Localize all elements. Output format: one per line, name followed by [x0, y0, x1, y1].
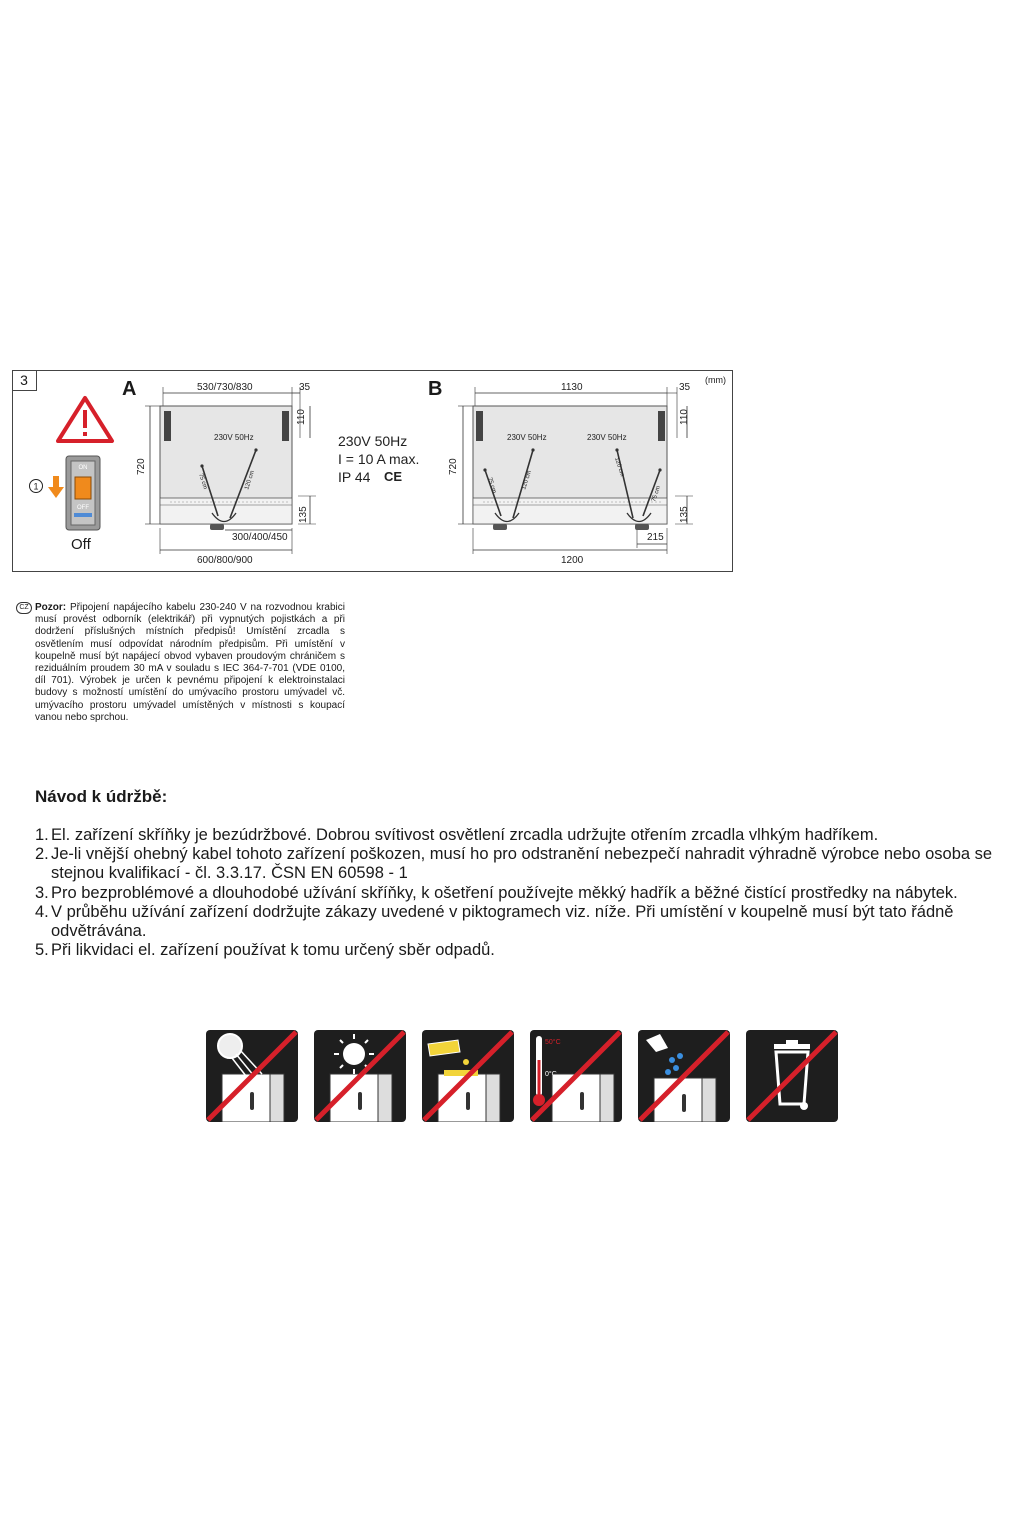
variant-b-top-offset: 35: [679, 382, 691, 393]
variant-b-height: 720: [448, 458, 459, 475]
circuit-breaker-switch: [65, 455, 101, 531]
variant-b-bottom-inner: 215: [647, 532, 664, 543]
list-item: 3. Pro bezproblémové a dlouhodobé užívání skříňky, k ošetření používejte měkký hadřík a běžné čistící prostředky na nábytek.: [35, 883, 958, 902]
variant-b-cable-long-right: 120 cm: [613, 456, 625, 478]
switch-off-label: OFF: [77, 505, 89, 511]
spec-ip: IP 44: [338, 469, 371, 485]
variant-a-bottom-inner: 300/400/450: [232, 532, 288, 543]
variant-b-top-width: 1130: [561, 382, 583, 393]
variant-a-cable-short: 75 cm: [197, 472, 208, 491]
warning-paragraph: [35, 602, 345, 724]
variant-a-drawing: [140, 378, 320, 573]
variant-a-letter: A: [122, 378, 137, 400]
ce-mark: CE: [384, 469, 403, 484]
variant-b-drawing: [455, 378, 700, 573]
list-item: 5. Při likvidaci el. zařízení používat k tomu určený sběr odpadů.: [35, 941, 495, 960]
variant-b-power-left: 230V 50Hz: [507, 433, 547, 442]
variant-b-cable-long: 120 cm: [521, 470, 533, 491]
shower-spray-icon: [206, 1030, 298, 1122]
switch-off-caption: Off: [71, 536, 91, 553]
variant-b-letter: B: [428, 378, 443, 400]
arrow-down-icon: [46, 474, 66, 500]
warning-triangle-icon: [55, 395, 115, 445]
variant-b-cable-short-right: 75 cm: [651, 485, 662, 503]
temperature-icon: [530, 1030, 622, 1122]
variant-b-right-top: 110: [679, 409, 690, 425]
unit-label: (mm): [705, 375, 726, 385]
switch-on-label: ON: [78, 465, 88, 471]
sunlight-icon: [314, 1030, 406, 1122]
variant-b-power-right: 230V 50Hz: [587, 433, 627, 442]
variant-b-right-bottom: 135: [679, 506, 690, 523]
list-item: 4. V průběhu užívání zařízení dodržujte zákazy uvedené v piktogramech viz. níže. Při umístění v koupelně musí být tato řádně odvětrávána.: [35, 902, 954, 941]
variant-a-right-bottom: 135: [298, 506, 309, 523]
variant-a-cable-long: 120 cm: [244, 470, 256, 491]
list-item: 1. El. zařízení skříňky je bezúdržbové. Dobrou svítivost osvětlení zrcadla udržujte otřením zrcadla vlhkým hadříkem.: [35, 826, 879, 844]
variant-a-height: 720: [136, 458, 147, 475]
step-one-marker: [28, 478, 44, 494]
warning-label: Pozor:: [35, 602, 67, 613]
variant-b-bottom-total: 1200: [561, 555, 584, 566]
step-number: 3: [12, 370, 37, 391]
step-one-number: 1: [33, 481, 39, 492]
variant-b-cable-short: 75 cm: [486, 476, 497, 495]
language-badge: CZ: [16, 602, 32, 614]
warning-body: Připojení napájecího kabelu 230-240 V na rozvodnou krabici musí provést odborník (elektrikář) při vypnutých pojistkách a při dodržení příslušných místních předpisů! Umístění zrcadla s osvětlením musí odpovídat národním předpisům. Při umístění v koupelně musí být napájecí obvod vybaven proudovým chráničem s reziduálním proudem 30 mA v souladu s IEC 364-7-701 (VDE 0100, díl 701). Výrobek je určen k pevnému připojení k elektroinstalaci budovy s možností umístění do umývacího prostoru umývadel vč. umývacího prostoru umývadel umístěných v místnosti s koupací vanou nebo sprchou.: [35, 602, 346, 723]
variant-a-right-top: 110: [296, 409, 307, 425]
temp-low-label: 0°C: [545, 1071, 557, 1078]
spec-voltage: 230V 50Hz: [338, 433, 408, 449]
waste-bin-icon: [746, 1030, 838, 1122]
spec-current: I = 10 A max.: [338, 451, 420, 467]
list-item: 2. Je-li vnější ohebný kabel tohoto zařízení poškozen, musí ho pro odstranění nebezpečí nahradit výhradně výrobce nebo osoba se stejnou kvalifikací - čl. 3.3.17. ČSN EN 60598 - 1: [35, 845, 993, 883]
liquid-spill-icon: [422, 1030, 514, 1122]
variant-a-top-width: 530/730/830: [197, 382, 253, 393]
maintenance-list: [35, 826, 1015, 960]
variant-a-top-offset: 35: [299, 382, 311, 393]
variant-a-bottom-total: 600/800/900: [197, 555, 253, 566]
variant-a-power: 230V 50Hz: [214, 433, 254, 442]
water-splash-icon: [638, 1030, 730, 1122]
maintenance-title: Návod k údržbě:: [35, 787, 168, 806]
temp-high-label: 50°C: [545, 1039, 561, 1046]
